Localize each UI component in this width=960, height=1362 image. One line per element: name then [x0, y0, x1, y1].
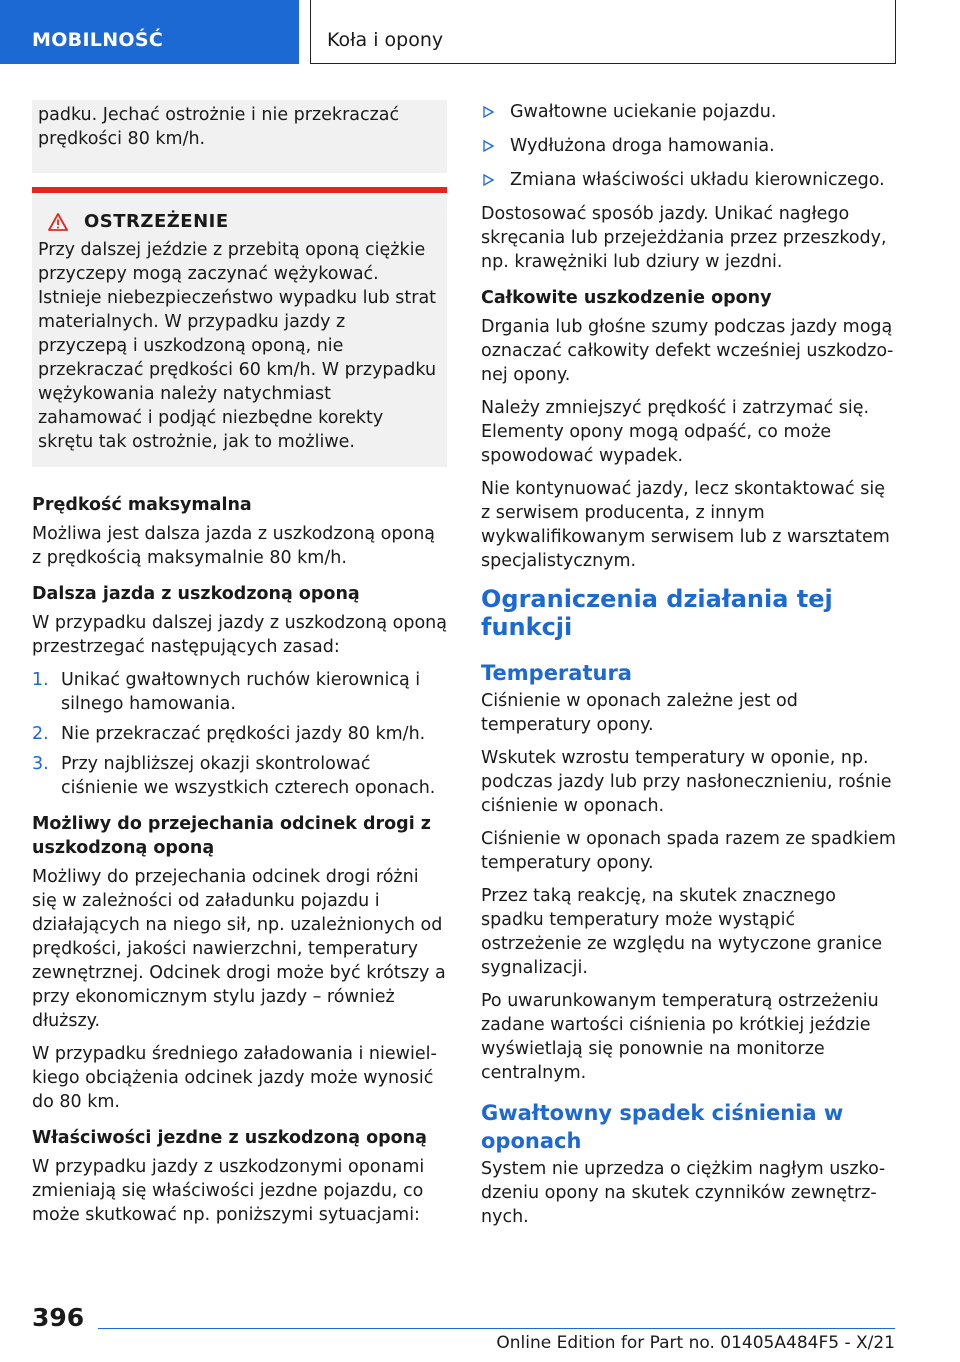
section-tab	[0, 0, 299, 64]
list-item	[32, 722, 447, 746]
distance-text: W przypadku średniego załadowania i niewielkiego obciążenia odcinek jazdy może wynosić do 80 km.	[32, 1044, 437, 1112]
total-damage-text: Drgania lub głośne szumy podczas jazdy mogą oznaczać całkowity defekt wcześniej uszkodzonej opony.	[481, 317, 894, 385]
triangle-bullet-icon	[483, 174, 494, 186]
properties-text: W przypadku jazdy z uszkodzonymi oponami zmieniają się właściwości jezdne pojazdu, co może skutkować np. poniższymi sytuacjami:	[32, 1157, 425, 1225]
properties-heading: Właściwości jezdne z uszkodzoną oponą	[32, 1128, 427, 1148]
list-text: Przy najbliższej okazji skontrolować ciśnienie we wszystkich czterech oponach.	[61, 754, 436, 798]
total-damage-text: Należy zmniejszyć prędkość i zatrzymać się. Elementy opony mogą odpaść, co może spowodować wypadek.	[481, 398, 870, 466]
section-title: MOBILNOŚĆ	[32, 29, 164, 51]
right-column	[481, 100, 896, 1238]
triangle-bullet-icon	[483, 140, 494, 152]
warning-header	[38, 211, 437, 232]
warning-triangle-icon	[48, 213, 68, 231]
warning-box	[32, 187, 447, 467]
list-item	[32, 752, 447, 800]
pressure-drop-text: System nie uprzedza o ciężkim nagłym uszkodzeniu opony na skutek czynników zewnętrznych.	[481, 1159, 886, 1227]
max-speed-heading: Prędkość maksymalna	[32, 495, 252, 515]
further-driving-heading: Dalsza jazda z uszkodzoną oponą	[32, 584, 360, 604]
triangle-bullet-icon	[483, 106, 494, 118]
list-text: Unikać gwałtownych ruchów kierownicą i silnego hamowania.	[61, 670, 421, 714]
continued-note-box	[32, 100, 447, 173]
temperature-text: Ciśnienie w oponach zależne jest od temperatury opony.	[481, 691, 798, 735]
list-item	[481, 134, 896, 158]
temperature-heading: Temperatura	[481, 661, 632, 685]
list-number: 3.	[32, 754, 49, 774]
total-damage-heading: Całkowite uszkodzenie opony	[481, 288, 772, 308]
max-speed-text: Możliwa jest dalsza jazda z uszkodzoną oponą z prędkością maksymalnie 80 km/h.	[32, 524, 436, 568]
warning-title: OSTRZEŻENIE	[84, 211, 229, 232]
list-item	[481, 168, 896, 192]
footer-divider	[98, 1328, 895, 1329]
list-text: Wydłużona droga hamowania.	[510, 136, 775, 156]
left-column	[32, 100, 447, 1236]
continued-text: padku. Jechać ostrożnie i nie przekraczać prędkości 80 km/h.	[38, 105, 400, 149]
list-text: Nie przekraczać prędkości jazdy 80 km/h.	[61, 724, 426, 744]
rules-list	[32, 668, 447, 800]
chapter-title: Koła i opony	[327, 29, 444, 51]
edition-text: Online Edition for Part no. 01405A484F5 - X/21	[496, 1333, 895, 1353]
list-text: Zmiana właściwości układu kierowniczego.	[510, 170, 885, 190]
distance-text: Możliwy do przejechania odcinek drogi różni się w zależności od załadunku pojazdu i działających na niego sił, np. uzależnionych od prędkości, jakości nawierzchni, temperatury zewnętrznej. Odcinek drogi może być krótszy a przy ekonomicznym stylu jazdy – również dłuższy.	[32, 867, 446, 1031]
chapter-tab	[310, 0, 896, 64]
temperature-text: Wskutek wzrostu temperatury w oponie, np. podczas jazdy lub przy nasłonecznieniu, rośnie ciśnienie w oponach.	[481, 748, 892, 816]
distance-heading: Możliwy do przejechania odcinek drogi z uszkodzoną oponą	[32, 814, 431, 858]
total-damage-text: Nie kontynuować jazdy, lecz skontaktować się z serwisem producenta, z innym wykwalifikowanym serwisem lub z warsztatem specjalistycznym.	[481, 479, 890, 571]
situations-list	[481, 100, 896, 192]
temperature-text: Po uwarunkowanym temperaturą ostrzeżeniu zadane wartości ciśnienia po krótkiej jeździe wyświetlają się ponownie na monitorze centralnym.	[481, 991, 879, 1083]
list-item	[32, 668, 447, 716]
limits-heading: Ograniczenia działania tej funkcji	[481, 585, 833, 641]
list-number: 2.	[32, 724, 49, 744]
page-number: 396	[32, 1303, 85, 1332]
list-number: 1.	[32, 670, 49, 690]
list-text: Gwałtowne uciekanie pojazdu.	[510, 102, 777, 122]
further-driving-text: W przypadku dalszej jazdy z uszkodzoną oponą przestrzegać następujących zasad:	[32, 613, 447, 657]
temperature-text: Ciśnienie w oponach spada razem ze spadkiem temperatury opony.	[481, 829, 896, 873]
temperature-text: Przez taką reakcję, na skutek znacznego spadku temperatury może wystąpić ostrzeżenie ze względu na wytyczone granice sygnalizacji.	[481, 886, 883, 978]
warning-text: Przy dalszej jeździe z przebitą oponą ciężkie przyczepy mogą zaczynać wężykować. Istnieje niebezpieczeństwo wypadku lub strat materialnych. W przypadku jazdy z przyczepą i uszkodzoną oponą, nie przekraczać prędkości 60 km/h. W przypadku wężykowania należy natychmiast zahamować i podjąć niezbędne korekty skrętu tak ostrożnie, jak to możliwe.	[38, 240, 437, 452]
pressure-drop-heading: Gwałtowny spadek ciśnienia w oponach	[481, 1101, 844, 1153]
list-item	[481, 100, 896, 124]
adapt-text: Dostosować sposób jazdy. Unikać nagłego skręcania lub przejeżdżania przez przeszkody, np. krawężniki lub dziury w jezdni.	[481, 204, 887, 272]
